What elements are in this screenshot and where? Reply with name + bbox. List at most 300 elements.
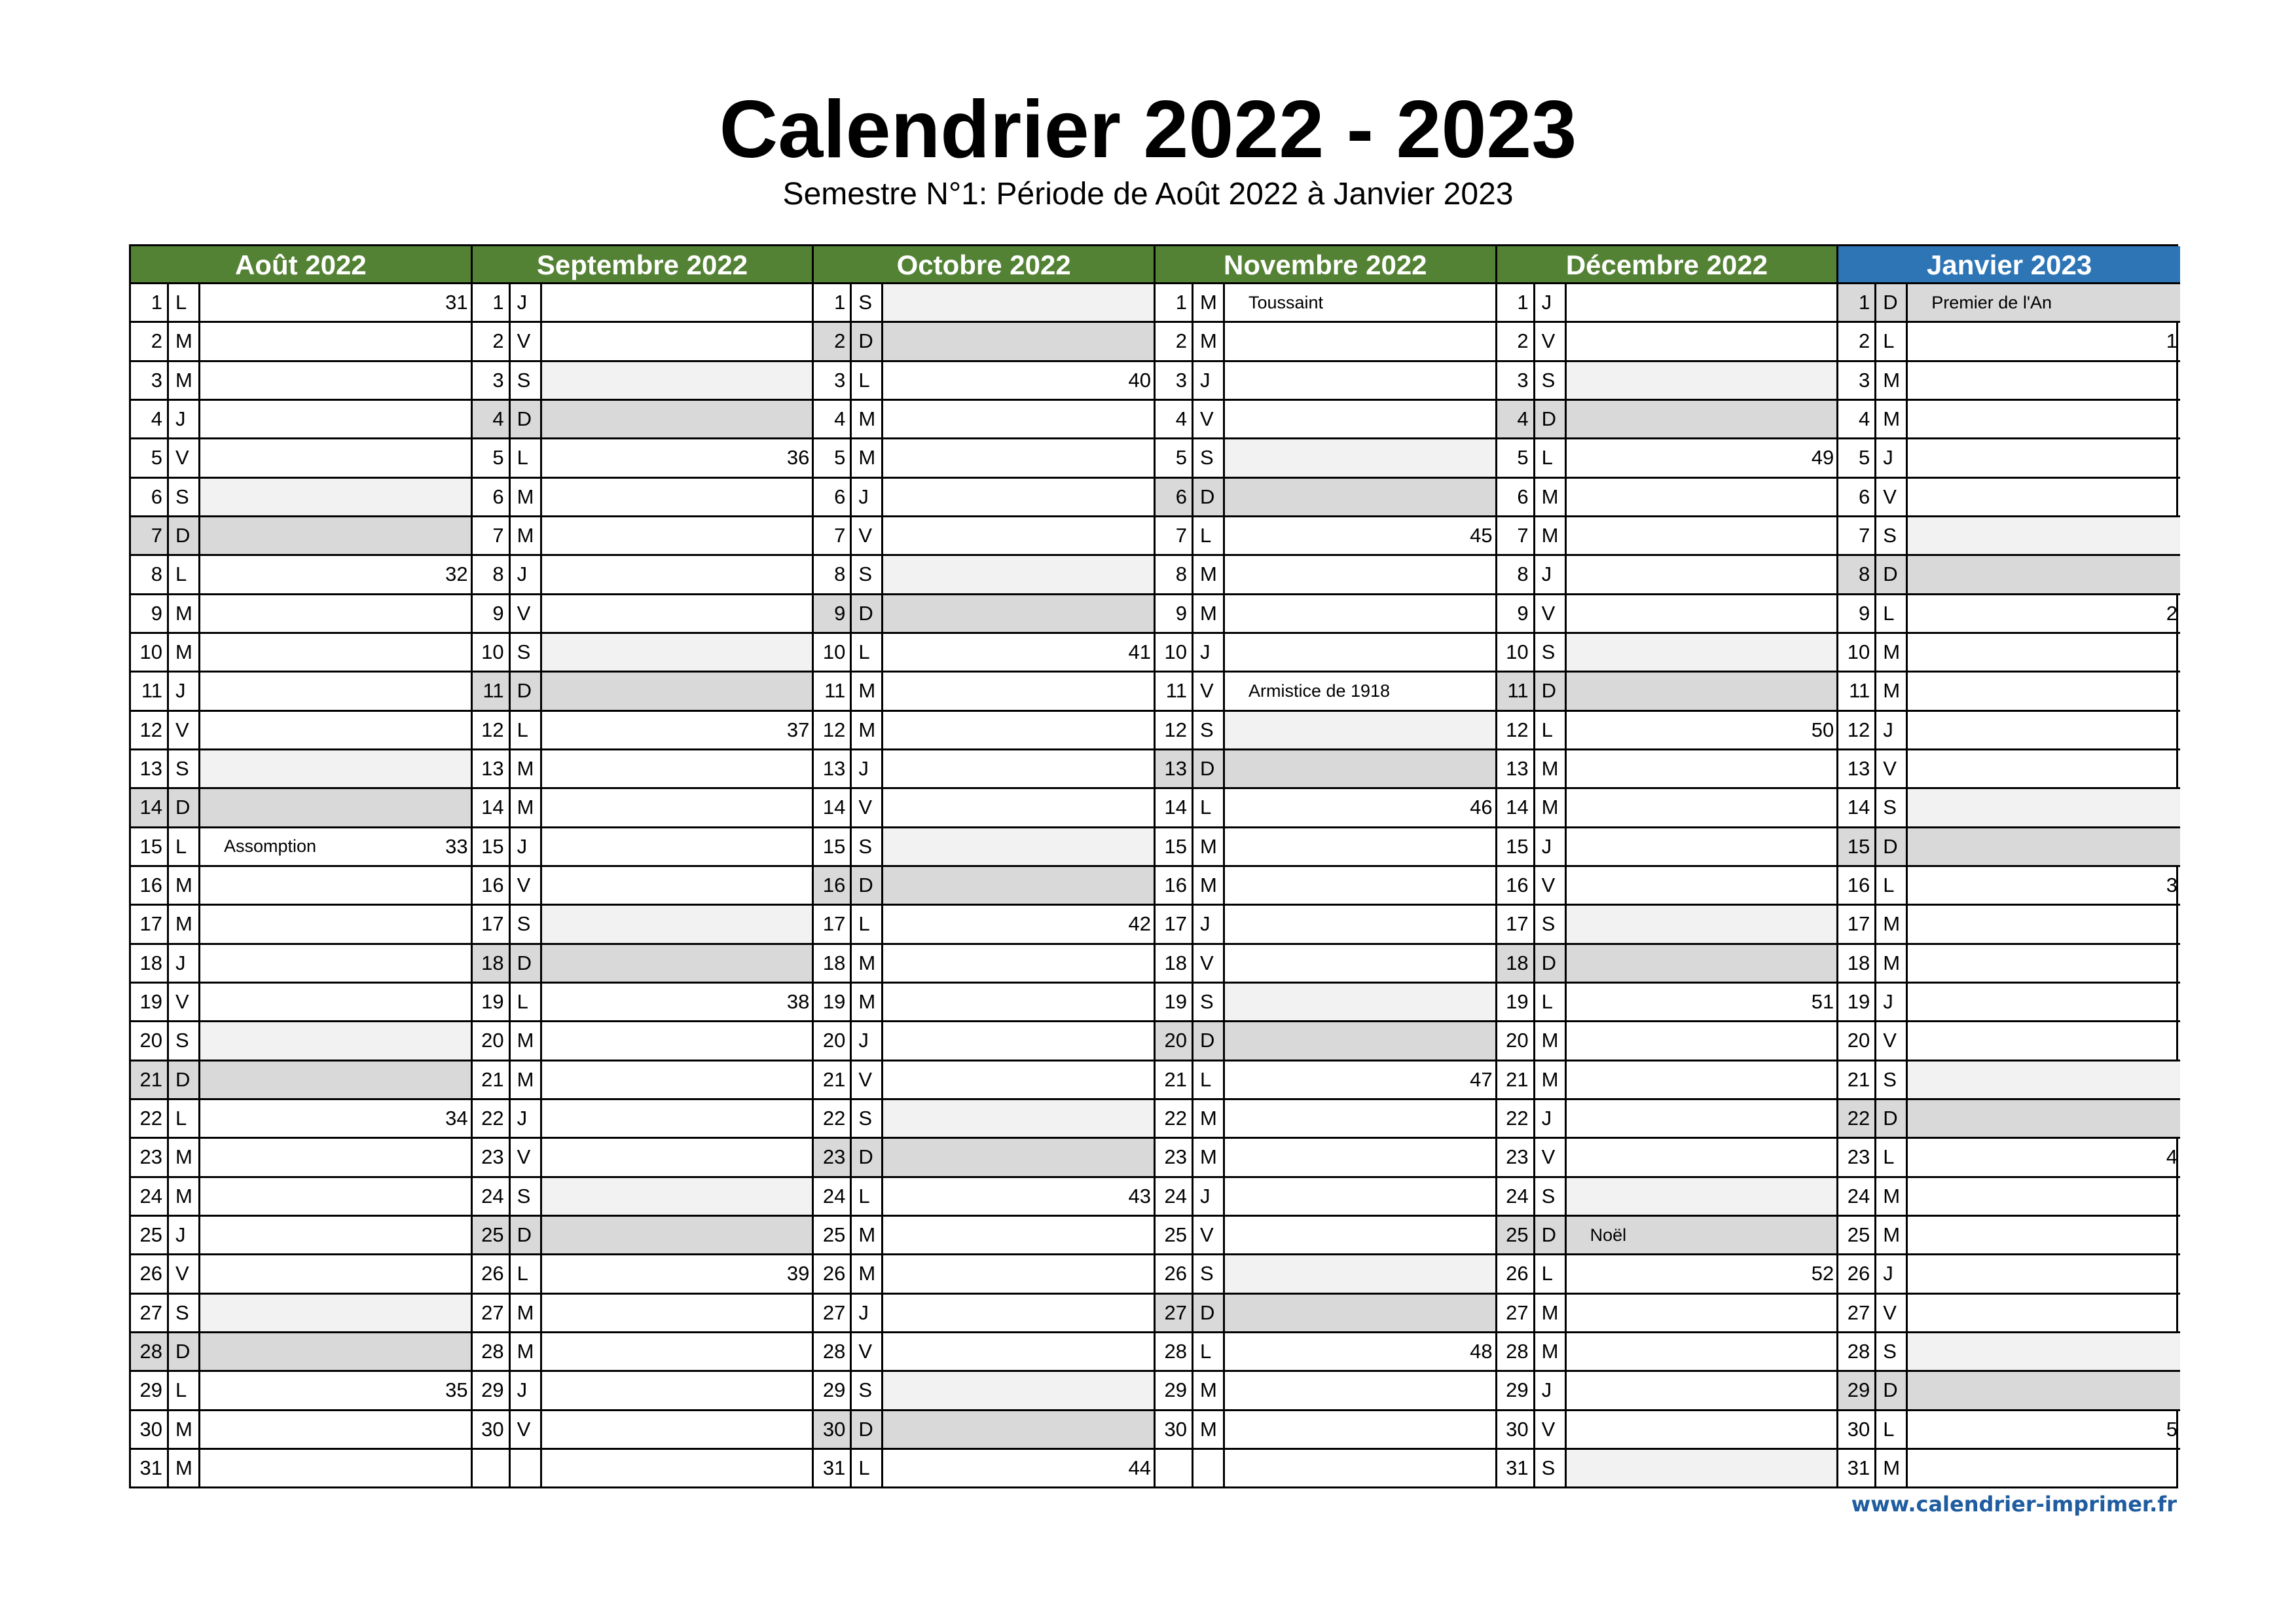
day-number: 18	[131, 945, 169, 982]
week-number: 38	[786, 990, 810, 1014]
day-row	[1497, 1372, 1837, 1411]
weekday-letter: L	[852, 1450, 883, 1486]
day-row	[473, 1333, 812, 1372]
weekday-letter: M	[1194, 323, 1225, 360]
weekday-letter	[511, 1450, 542, 1486]
day-row	[814, 439, 1154, 478]
day-note-cell	[1225, 1372, 1495, 1409]
day-row	[1156, 673, 1495, 711]
weekday-letter: M	[852, 439, 883, 476]
day-note-cell	[1225, 673, 1495, 709]
weekday-letter: V	[169, 1255, 200, 1292]
week-number: 37	[786, 718, 810, 741]
weekday-letter: M	[852, 1255, 883, 1292]
week-number: 45	[1470, 524, 1493, 547]
day-number: 6	[1156, 479, 1194, 515]
day-row	[1838, 439, 2180, 478]
weekday-letter: J	[1194, 1178, 1225, 1215]
day-note-cell	[1567, 984, 1837, 1020]
day-note-cell	[883, 323, 1154, 360]
day-number: 29	[814, 1372, 852, 1409]
day-note-cell	[1567, 867, 1837, 904]
day-row	[814, 1372, 1154, 1411]
day-row	[1156, 1255, 1495, 1294]
weekday-letter: L	[1535, 439, 1567, 476]
day-number: 9	[1838, 595, 1876, 632]
weekday-letter: L	[511, 712, 542, 748]
day-number: 16	[1838, 867, 1876, 904]
day-note-cell	[1567, 284, 1837, 321]
day-row	[814, 284, 1154, 323]
day-row	[1156, 323, 1495, 361]
weekday-letter: S	[511, 1178, 542, 1215]
day-row	[1497, 945, 1837, 984]
day-number: 17	[814, 906, 852, 942]
day-row	[1497, 595, 1837, 634]
weekday-letter: J	[511, 556, 542, 593]
day-number: 8	[1838, 556, 1876, 593]
month-column	[1156, 246, 1497, 1486]
day-number: 2	[131, 323, 169, 360]
day-number: 13	[814, 750, 852, 787]
weekday-letter: D	[1535, 1217, 1567, 1253]
day-row	[1156, 712, 1495, 750]
day-note-cell	[542, 323, 812, 360]
day-note-cell	[200, 1139, 471, 1175]
day-row	[814, 984, 1154, 1022]
day-number: 25	[1156, 1217, 1194, 1253]
day-note-cell	[200, 479, 471, 515]
weekday-letter: V	[852, 1061, 883, 1098]
day-row	[1156, 595, 1495, 634]
day-note-cell	[1567, 362, 1837, 399]
weekday-letter: M	[1876, 1178, 1908, 1215]
day-note-cell	[200, 1217, 471, 1253]
day-note-cell	[542, 517, 812, 554]
day-number: 24	[1156, 1178, 1194, 1215]
day-row	[1156, 439, 1495, 478]
day-number: 12	[1838, 712, 1876, 748]
day-list	[1838, 284, 2180, 1486]
day-row	[1156, 1100, 1495, 1139]
day-number: 4	[131, 401, 169, 437]
day-note-cell	[542, 984, 812, 1020]
day-note-cell	[542, 439, 812, 476]
day-number: 25	[473, 1217, 511, 1253]
day-row	[1497, 479, 1837, 517]
weekday-letter: D	[1194, 750, 1225, 787]
weekday-letter: V	[511, 323, 542, 360]
weekday-letter: S	[1194, 712, 1225, 748]
day-note-cell	[1908, 556, 2180, 593]
website-footer-link[interactable]: www.calendrier-imprimer.fr	[1851, 1492, 2177, 1517]
day-note-cell	[1567, 556, 1837, 593]
day-number: 26	[473, 1255, 511, 1292]
day-number: 19	[1156, 984, 1194, 1020]
day-number: 30	[131, 1411, 169, 1448]
day-note-cell	[200, 750, 471, 787]
day-number: 1	[473, 284, 511, 321]
day-number: 11	[1497, 673, 1535, 709]
weekday-letter: L	[852, 634, 883, 671]
day-note-cell	[1908, 517, 2180, 554]
day-row	[1497, 634, 1837, 673]
weekday-letter: D	[169, 1061, 200, 1098]
day-number: 21	[1497, 1061, 1535, 1098]
weekday-letter: J	[1194, 906, 1225, 942]
weekday-letter: L	[169, 1100, 200, 1137]
day-number: 17	[1838, 906, 1876, 942]
day-row	[814, 556, 1154, 595]
day-row	[814, 362, 1154, 401]
day-note-cell	[1225, 362, 1495, 399]
day-number: 5	[814, 439, 852, 476]
day-number: 26	[1838, 1255, 1876, 1292]
day-number: 27	[814, 1295, 852, 1331]
day-row	[131, 1255, 471, 1294]
day-number: 24	[814, 1178, 852, 1215]
day-note-cell	[542, 673, 812, 709]
day-row	[473, 1139, 812, 1177]
day-list	[1156, 284, 1495, 1486]
day-row	[131, 867, 471, 906]
day-note-cell	[542, 1333, 812, 1370]
day-note-cell	[1908, 828, 2180, 865]
weekday-letter: M	[511, 1061, 542, 1098]
day-row	[131, 1411, 471, 1450]
day-row	[1838, 595, 2180, 634]
weekday-letter: M	[511, 479, 542, 515]
day-row	[1497, 1100, 1837, 1139]
day-row	[1156, 750, 1495, 789]
day-number: 26	[814, 1255, 852, 1292]
day-note-cell	[1908, 673, 2180, 709]
day-number: 6	[473, 479, 511, 515]
day-row	[1838, 673, 2180, 711]
weekday-letter: D	[852, 1139, 883, 1175]
day-number: 23	[1156, 1139, 1194, 1175]
day-note-cell	[1567, 828, 1837, 865]
day-note-cell	[1908, 479, 2180, 515]
day-note-cell	[883, 517, 1154, 554]
weekday-letter	[1194, 1450, 1225, 1486]
weekday-letter: J	[1535, 1100, 1567, 1137]
day-number: 21	[1838, 1061, 1876, 1098]
month-header: Septembre 2022	[473, 246, 812, 284]
weekday-letter: V	[1876, 1295, 1908, 1331]
day-note-cell	[200, 362, 471, 399]
day-row	[1497, 1295, 1837, 1333]
day-note-cell	[883, 1217, 1154, 1253]
day-number: 28	[1497, 1333, 1535, 1370]
day-number: 17	[1156, 906, 1194, 942]
day-number: 19	[473, 984, 511, 1020]
day-number: 24	[473, 1178, 511, 1215]
day-note-cell	[1225, 1450, 1495, 1486]
day-row	[814, 750, 1154, 789]
day-note-cell	[883, 945, 1154, 982]
day-row	[131, 323, 471, 361]
weekday-letter: M	[1535, 789, 1567, 826]
day-note-cell	[883, 712, 1154, 748]
day-row	[1838, 1295, 2180, 1333]
day-note-cell	[200, 1450, 471, 1486]
day-note-cell	[200, 323, 471, 360]
weekday-letter: M	[169, 1139, 200, 1175]
weekday-letter: L	[169, 284, 200, 321]
day-number: 4	[814, 401, 852, 437]
weekday-letter: S	[169, 479, 200, 515]
day-number: 2	[1838, 323, 1876, 360]
day-note-cell	[1908, 1450, 2180, 1486]
weekday-letter: J	[169, 673, 200, 709]
day-note-cell	[1908, 284, 2180, 321]
weekday-letter: S	[1876, 1333, 1908, 1370]
day-number: 31	[1838, 1450, 1876, 1486]
week-number: 48	[1470, 1340, 1493, 1363]
holiday-label: Toussaint	[1248, 292, 1324, 312]
day-number: 31	[131, 1450, 169, 1486]
day-row	[473, 634, 812, 673]
weekday-letter: L	[852, 906, 883, 942]
day-note-cell	[1908, 1333, 2180, 1370]
day-row	[814, 1217, 1154, 1255]
weekday-letter: S	[1876, 789, 1908, 826]
day-note-cell	[1567, 750, 1837, 787]
weekday-letter: L	[511, 1255, 542, 1292]
day-number: 28	[814, 1333, 852, 1370]
day-note-cell	[542, 1022, 812, 1059]
weekday-letter: L	[1194, 517, 1225, 554]
day-note-cell	[1225, 401, 1495, 437]
day-number: 7	[131, 517, 169, 554]
day-row	[814, 1450, 1154, 1486]
weekday-letter: D	[1876, 556, 1908, 593]
day-note-cell	[542, 867, 812, 904]
week-number: 5	[2166, 1417, 2178, 1441]
day-number: 1	[814, 284, 852, 321]
weekday-letter: M	[852, 984, 883, 1020]
weekday-letter: M	[1876, 1450, 1908, 1486]
day-number: 2	[473, 323, 511, 360]
day-row	[1156, 984, 1495, 1022]
day-note-cell	[1225, 1255, 1495, 1292]
weekday-letter: M	[1194, 1411, 1225, 1448]
month-header: Novembre 2022	[1156, 246, 1495, 284]
day-note-cell	[1567, 634, 1837, 671]
weekday-letter: M	[852, 945, 883, 982]
day-row	[1838, 1333, 2180, 1372]
day-note-cell	[1567, 906, 1837, 942]
day-row	[814, 867, 1154, 906]
day-note-cell	[1908, 634, 2180, 671]
day-note-cell	[883, 479, 1154, 515]
day-note-cell	[1908, 1022, 2180, 1059]
day-number: 28	[473, 1333, 511, 1370]
weekday-letter: V	[169, 439, 200, 476]
day-row	[131, 1295, 471, 1333]
day-note-cell	[542, 362, 812, 399]
day-note-cell	[1908, 867, 2180, 904]
day-note-cell	[542, 1295, 812, 1331]
week-number: 42	[1128, 912, 1151, 936]
day-number: 13	[1497, 750, 1535, 787]
day-number: 16	[814, 867, 852, 904]
day-row	[1838, 750, 2180, 789]
day-note-cell	[883, 1295, 1154, 1331]
day-number: 11	[1838, 673, 1876, 709]
day-number: 6	[1838, 479, 1876, 515]
day-note-cell	[1908, 401, 2180, 437]
day-note-cell	[200, 634, 471, 671]
weekday-letter: L	[852, 1178, 883, 1215]
day-row	[473, 712, 812, 750]
weekday-letter: V	[1194, 673, 1225, 709]
page-subtitle: Semestre N°1: Période de Août 2022 à Janvier 2023	[782, 177, 1514, 212]
day-number: 11	[473, 673, 511, 709]
day-note-cell	[1567, 945, 1837, 982]
day-note-cell	[883, 1333, 1154, 1370]
day-note-cell	[542, 828, 812, 865]
month-column	[131, 246, 473, 1486]
day-note-cell	[883, 789, 1154, 826]
day-number: 31	[1497, 1450, 1535, 1486]
month-column	[473, 246, 814, 1486]
day-number: 15	[1156, 828, 1194, 865]
day-row	[814, 634, 1154, 673]
weekday-letter: V	[852, 1333, 883, 1370]
day-number: 4	[473, 401, 511, 437]
day-number: 24	[1838, 1178, 1876, 1215]
day-number: 28	[1156, 1333, 1194, 1370]
day-number: 5	[1838, 439, 1876, 476]
day-note-cell	[1567, 1022, 1837, 1059]
day-number: 22	[814, 1100, 852, 1137]
day-note-cell	[883, 401, 1154, 437]
day-row	[1156, 1061, 1495, 1100]
day-row	[1838, 1022, 2180, 1061]
day-note-cell	[542, 556, 812, 593]
day-row	[1156, 1372, 1495, 1411]
day-number: 7	[1497, 517, 1535, 554]
week-number: 33	[445, 834, 468, 858]
weekday-letter: M	[852, 1217, 883, 1253]
day-note-cell	[1567, 479, 1837, 515]
day-row	[814, 595, 1154, 634]
day-note-cell	[1225, 1022, 1495, 1059]
day-number: 18	[1838, 945, 1876, 982]
day-note-cell	[883, 906, 1154, 942]
weekday-letter: V	[1535, 323, 1567, 360]
day-note-cell	[883, 362, 1154, 399]
day-number	[473, 1450, 511, 1486]
day-row	[1497, 517, 1837, 556]
day-note-cell	[1567, 1333, 1837, 1370]
day-number: 30	[814, 1411, 852, 1448]
weekday-letter: L	[169, 556, 200, 593]
day-row	[473, 284, 812, 323]
day-note-cell	[200, 1333, 471, 1370]
day-number: 14	[814, 789, 852, 826]
day-number: 7	[1838, 517, 1876, 554]
day-note-cell	[883, 1178, 1154, 1215]
weekday-letter: S	[169, 1022, 200, 1059]
weekday-letter: L	[1535, 984, 1567, 1020]
weekday-letter: D	[1876, 1372, 1908, 1409]
day-note-cell	[1567, 1178, 1837, 1215]
weekday-letter: M	[1194, 867, 1225, 904]
day-note-cell	[1567, 1411, 1837, 1448]
day-note-cell	[1225, 712, 1495, 748]
weekday-letter: J	[169, 945, 200, 982]
day-row	[473, 945, 812, 984]
day-number: 31	[814, 1450, 852, 1486]
weekday-letter: J	[1535, 1372, 1567, 1409]
weekday-letter: M	[169, 906, 200, 942]
day-note-cell	[1908, 1372, 2180, 1409]
day-note-cell	[200, 906, 471, 942]
day-row	[473, 867, 812, 906]
day-number: 1	[131, 284, 169, 321]
weekday-letter: V	[511, 1139, 542, 1175]
day-list	[1497, 284, 1837, 1486]
day-note-cell	[542, 595, 812, 632]
weekday-letter: J	[1194, 362, 1225, 399]
day-number: 29	[1497, 1372, 1535, 1409]
day-row	[1497, 1450, 1837, 1486]
day-number: 23	[1838, 1139, 1876, 1175]
day-row	[1156, 906, 1495, 944]
day-number: 1	[1156, 284, 1194, 321]
day-number: 12	[1497, 712, 1535, 748]
weekday-letter: M	[169, 362, 200, 399]
month-header: Janvier 2023	[1838, 246, 2180, 284]
day-row	[131, 1450, 471, 1486]
day-row	[131, 945, 471, 984]
day-note-cell	[1567, 1295, 1837, 1331]
weekday-letter: J	[1876, 439, 1908, 476]
day-number: 9	[1156, 595, 1194, 632]
weekday-letter: M	[1194, 1372, 1225, 1409]
day-row	[131, 1139, 471, 1177]
day-number: 14	[131, 789, 169, 826]
weekday-letter: S	[511, 634, 542, 671]
day-row	[131, 439, 471, 478]
weekday-letter: J	[1876, 984, 1908, 1020]
day-row	[1497, 1178, 1837, 1217]
day-row	[1156, 556, 1495, 595]
day-number: 14	[1156, 789, 1194, 826]
weekday-letter: J	[1535, 284, 1567, 321]
day-number: 6	[1497, 479, 1535, 515]
day-note-cell	[1567, 1372, 1837, 1409]
day-note-cell	[200, 984, 471, 1020]
week-number: 34	[445, 1107, 468, 1130]
day-number: 12	[131, 712, 169, 748]
day-note-cell	[200, 595, 471, 632]
day-row	[814, 828, 1154, 867]
day-row	[1497, 1333, 1837, 1372]
day-note-cell	[1908, 439, 2180, 476]
day-note-cell	[542, 750, 812, 787]
day-list	[814, 284, 1154, 1486]
week-number: 2	[2166, 601, 2178, 625]
weekday-letter: V	[1194, 945, 1225, 982]
day-row	[131, 712, 471, 750]
day-row	[473, 1022, 812, 1061]
day-row	[473, 906, 812, 944]
day-row	[1156, 362, 1495, 401]
